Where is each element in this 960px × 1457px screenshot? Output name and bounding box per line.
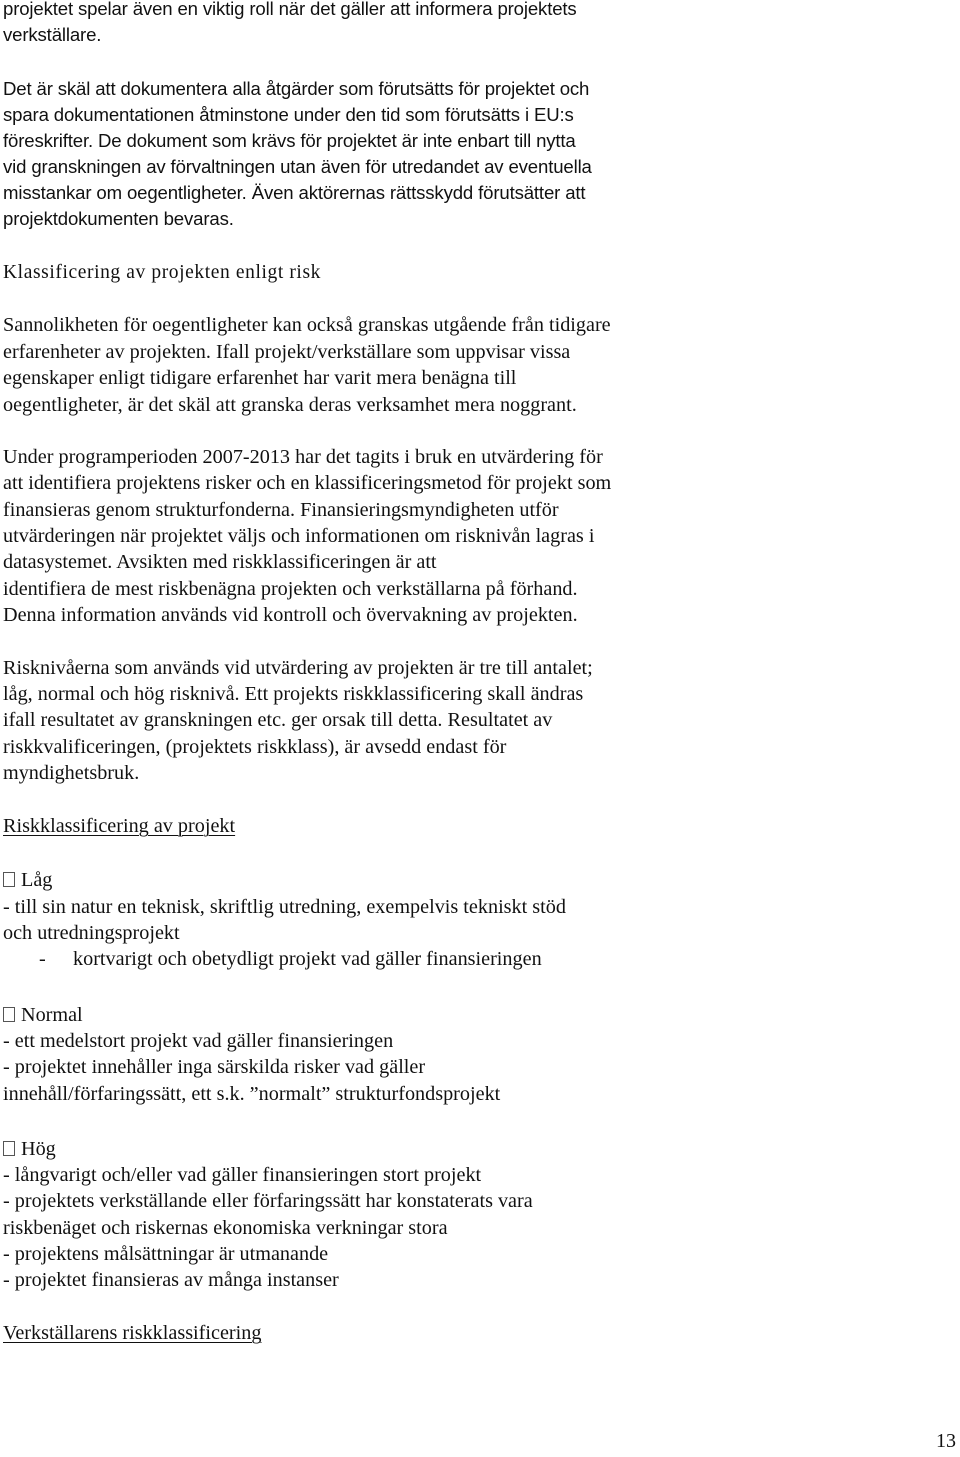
risk-high-line-5: - projektet finansieras av många instanser bbox=[3, 1269, 339, 1291]
risk-high-line-1: - långvarigt och/eller vad gäller finansieringen stort projekt bbox=[3, 1164, 482, 1186]
risk-level-normal-label: Normal bbox=[21, 1004, 83, 1026]
risk-low-line-2: och utredningsprojekt bbox=[3, 922, 180, 944]
paragraph-2-line-3: föreskrifter. De dokument som krävs för projektet är inte enbart till nytta bbox=[3, 130, 576, 151]
risk-level-high-label: Hög bbox=[21, 1138, 56, 1160]
implementer-risk-heading: Verkställarens riskklassificering bbox=[3, 1322, 262, 1344]
paragraph-2-line-2: spara dokumentationen åtminstone under den tid som förutsätts i EU:s bbox=[3, 104, 574, 125]
risk-low-sub-item-text: kortvarigt och obetydligt projekt vad gäller finansieringen bbox=[73, 948, 542, 970]
paragraph-2-line-5: misstankar om oegentligheter. Även aktörernas rättsskydd förutsätter att bbox=[3, 182, 586, 203]
paragraph-1-line-2: verkställare. bbox=[3, 24, 102, 45]
checkbox-icon bbox=[3, 1007, 15, 1022]
page-number: 13 bbox=[936, 1430, 956, 1452]
paragraph-2-line-6: projektdokumenten bevaras. bbox=[3, 208, 234, 229]
risk-low-sub-item bbox=[3, 946, 542, 972]
paragraph-4-line-1: Under programperioden 2007-2013 har det tagits i bruk en utvärdering för bbox=[3, 446, 603, 468]
risk-level-low-label: Låg bbox=[21, 869, 53, 891]
risk-level-normal bbox=[3, 1002, 83, 1028]
sub-item-dash: - bbox=[39, 948, 46, 970]
paragraph-4-line-2: att identifiera projektens risker och en klassificeringsmetod för projekt som bbox=[3, 472, 612, 494]
paragraph-5-line-2: låg, normal och hög risknivå. Ett projekts riskklassificering skall ändras bbox=[3, 683, 584, 705]
paragraph-3-line-4: oegentligheter, är det skäl att granska deras verksamhet mera noggrant. bbox=[3, 394, 577, 416]
paragraph-5-line-1: Risknivåerna som används vid utvärdering av projekten är tre till antalet; bbox=[3, 657, 593, 679]
risk-level-high bbox=[3, 1136, 56, 1162]
risk-classification-heading: Riskklassificering av projekt bbox=[3, 815, 236, 837]
risk-normal-line-1: - ett medelstort projekt vad gäller finansieringen bbox=[3, 1030, 394, 1052]
paragraph-2-line-1: Det är skäl att dokumentera alla åtgärder som förutsätts för projektet och bbox=[3, 78, 590, 99]
paragraph-5-line-3: ifall resultatet av granskningen etc. ger orsak till detta. Resultatet av bbox=[3, 709, 553, 731]
checkbox-icon bbox=[3, 872, 15, 887]
paragraph-3-line-2: erfarenheter av projekten. Ifall projekt/verkställare som uppvisar vissa bbox=[3, 341, 571, 363]
paragraph-1-line-1: projektet spelar även en viktig roll när det gäller att informera projektets bbox=[3, 0, 577, 19]
risk-high-line-2: - projektets verkställande eller förfaringssätt har konstaterats vara bbox=[3, 1190, 533, 1212]
risk-normal-line-3: innehåll/förfaringssätt, ett s.k. ”normalt” strukturfondsprojekt bbox=[3, 1083, 501, 1105]
paragraph-3-line-3: egenskaper enligt tidigare erfarenhet har varit mera benägna till bbox=[3, 367, 517, 389]
paragraph-4-line-4: utvärderingen när projektet väljs och informationen om risknivån lagras i bbox=[3, 525, 595, 547]
risk-low-line-1: - till sin natur en teknisk, skriftlig utredning, exempelvis tekniskt stöd bbox=[3, 896, 566, 918]
risk-high-line-4: - projektens målsättningar är utmanande bbox=[3, 1243, 329, 1265]
paragraph-2-line-4: vid granskningen av förvaltningen utan även för utredandet av eventuella bbox=[3, 156, 592, 177]
paragraph-5-line-4: riskkvalificeringen, (projektets riskklass), är avsedd endast för bbox=[3, 736, 507, 758]
section-heading: Klassificering av projekten enligt risk bbox=[3, 262, 321, 283]
risk-normal-line-2: - projektet innehåller inga särskilda risker vad gäller bbox=[3, 1056, 426, 1078]
paragraph-4-line-3: finansieras genom strukturfonderna. Finansieringsmyndigheten utför bbox=[3, 499, 559, 521]
paragraph-4-line-5: datasystemet. Avsikten med riskklassificeringen är att bbox=[3, 551, 437, 573]
risk-level-low bbox=[3, 867, 52, 893]
paragraph-5-line-5: myndighetsbruk. bbox=[3, 762, 140, 784]
paragraph-3-line-1: Sannolikheten för oegentligheter kan också granskas utgående från tidigare bbox=[3, 314, 611, 336]
risk-high-line-3: riskbenäget och riskernas ekonomiska verkningar stora bbox=[3, 1217, 448, 1239]
paragraph-4-line-7: Denna information används vid kontroll och övervakning av projekten. bbox=[3, 604, 578, 626]
paragraph-4-line-6: identifiera de mest riskbenägna projekten och verkställarna på förhand. bbox=[3, 578, 578, 600]
checkbox-icon bbox=[3, 1141, 15, 1156]
